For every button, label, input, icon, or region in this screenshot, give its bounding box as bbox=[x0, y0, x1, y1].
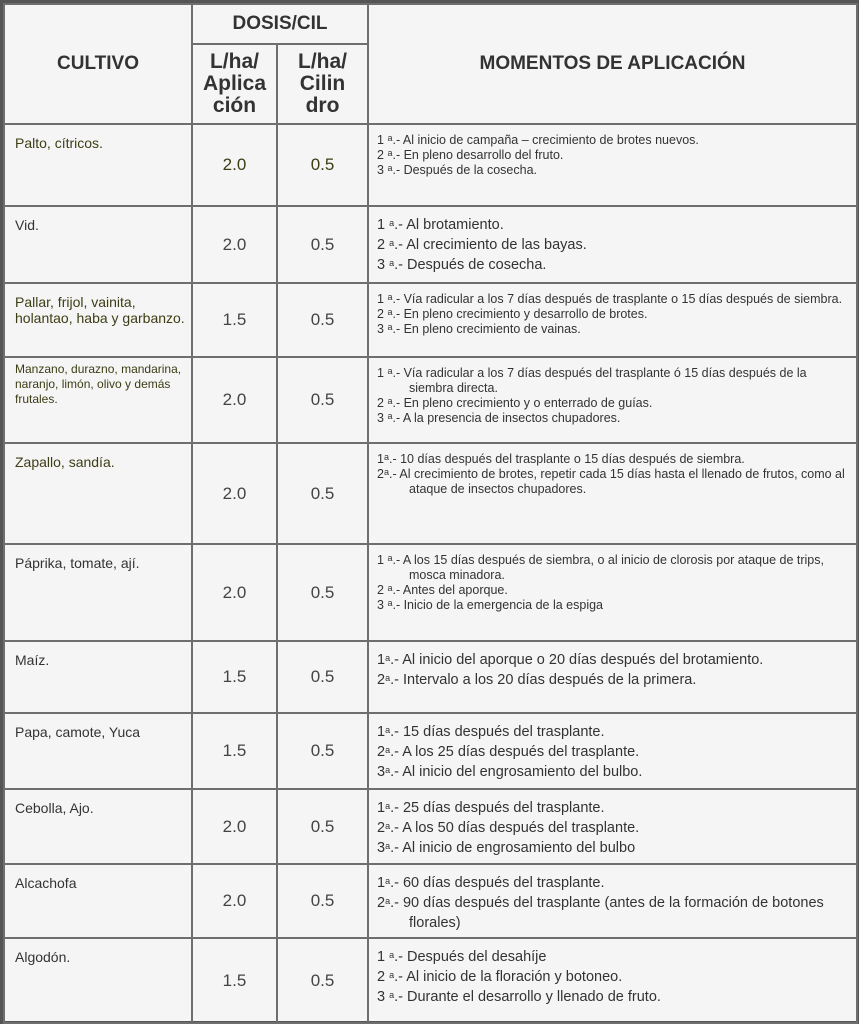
table-row bbox=[4, 357, 857, 443]
moment-item: 3 $^a$.- Durante el desarrollo y llenado de fruto. bbox=[377, 989, 661, 1005]
moment-item: 1 $^a$.- Al inicio de campaña – crecimiento de brotes nuevos. bbox=[377, 133, 699, 147]
moment-item: 1$^a$.- 15 días después del trasplante. bbox=[377, 724, 605, 740]
crop-name: Algodón. bbox=[4, 938, 192, 1023]
application-moments bbox=[368, 713, 857, 789]
moment-item: 2 $^a$.- En pleno desarrollo del fruto. bbox=[377, 148, 564, 162]
moment-item: 3$^a$.- Al inicio de engrosamiento del bulbo bbox=[377, 840, 636, 856]
crop-name: Pallar, frijol, vainita, holantao, haba y garbanzo. bbox=[4, 283, 192, 357]
moment-item: 2$^a$.- A los 25 días después del trasplante. bbox=[377, 744, 640, 760]
moment-item: 2 $^a$.- Al crecimiento de las bayas. bbox=[377, 237, 587, 253]
moment-item: 1 $^a$.- A los 15 días después de siembra, o al inicio de clorosis por ataque de trips, mosca minadora. bbox=[377, 553, 824, 582]
table-row bbox=[4, 713, 857, 789]
dose-l-ha-cilindro: 0.5 bbox=[277, 443, 368, 544]
application-moments bbox=[368, 789, 857, 864]
dose-l-ha-cilindro: 0.5 bbox=[277, 206, 368, 283]
table-row bbox=[4, 544, 857, 641]
moment-item: 2 $^a$.- Al inicio de la floración y botoneo. bbox=[377, 969, 623, 985]
moment-item: 1$^a$.- 25 días después del trasplante. bbox=[377, 800, 605, 816]
dose-l-ha-cilindro: 0.5 bbox=[277, 544, 368, 641]
dose-l-ha-cilindro: 0.5 bbox=[277, 641, 368, 713]
dose-l-ha-aplicacion: 1.5 bbox=[192, 641, 277, 713]
crop-dosage-table bbox=[3, 3, 858, 1024]
application-moments bbox=[368, 938, 857, 1023]
moment-item: 2$^a$.- Al crecimiento de brotes, repetir cada 15 días hasta el llenado de frutos, como al ataque de insectos chupadores. bbox=[377, 467, 845, 496]
dose-l-ha-aplicacion: 2.0 bbox=[192, 357, 277, 443]
table-body bbox=[4, 124, 857, 1023]
moment-item: 1 $^a$.- Después del desahíje bbox=[377, 949, 547, 965]
crop-name: Alcachofa bbox=[4, 864, 192, 938]
dose-l-ha-cilindro: 0.5 bbox=[277, 938, 368, 1023]
header-l-ha-cilindro: L/ha/ Cilin dro bbox=[277, 44, 368, 124]
crop-name: Palto, cítricos. bbox=[4, 124, 192, 206]
crop-name: Zapallo, sandía. bbox=[4, 443, 192, 544]
table-row bbox=[4, 283, 857, 357]
table-row bbox=[4, 206, 857, 283]
dose-l-ha-aplicacion: 2.0 bbox=[192, 544, 277, 641]
dose-l-ha-aplicacion: 2.0 bbox=[192, 864, 277, 938]
moment-item: 2 $^a$.- En pleno crecimiento y desarrollo de brotes. bbox=[377, 307, 648, 321]
table-row bbox=[4, 641, 857, 713]
crop-name: Manzano, durazno, mandarina, naranjo, limón, olivo y demás frutales. bbox=[4, 357, 192, 443]
dose-l-ha-aplicacion: 2.0 bbox=[192, 443, 277, 544]
moment-item: 3 $^a$.- Después de la cosecha. bbox=[377, 163, 537, 177]
crop-name: Cebolla, Ajo. bbox=[4, 789, 192, 864]
application-moments bbox=[368, 124, 857, 206]
moment-item: 2 $^a$.- En pleno crecimiento y o enterrado de guías. bbox=[377, 396, 653, 410]
crop-name: Vid. bbox=[4, 206, 192, 283]
header-dosis: DOSIS/CIL bbox=[192, 4, 368, 44]
dose-l-ha-aplicacion: 1.5 bbox=[192, 938, 277, 1023]
moment-item: 1$^a$.- 60 días después del trasplante. bbox=[377, 875, 605, 891]
crop-name: Páprika, tomate, ají. bbox=[4, 544, 192, 641]
dose-l-ha-aplicacion: 1.5 bbox=[192, 713, 277, 789]
moment-item: 2 $^a$.- Antes del aporque. bbox=[377, 583, 508, 597]
dose-l-ha-cilindro: 0.5 bbox=[277, 124, 368, 206]
dose-l-ha-cilindro: 0.5 bbox=[277, 789, 368, 864]
table-row bbox=[4, 864, 857, 938]
moment-item: 1 $^a$.- Vía radicular a los 7 días después del trasplante ó 15 días después de la siembra directa. bbox=[377, 366, 807, 395]
application-moments bbox=[368, 544, 857, 641]
moment-item: 3 $^a$.- Inicio de la emergencia de la espiga bbox=[377, 598, 604, 612]
application-moments bbox=[368, 357, 857, 443]
dose-l-ha-aplicacion: 2.0 bbox=[192, 206, 277, 283]
table-row bbox=[4, 789, 857, 864]
moment-item: 3 $^a$.- En pleno crecimiento de vainas. bbox=[377, 322, 581, 336]
moment-item: 2$^a$.- Intervalo a los 20 días después de la primera. bbox=[377, 672, 697, 688]
moment-item: 3 $^a$.- A la presencia de insectos chupadores. bbox=[377, 411, 621, 425]
table-row bbox=[4, 443, 857, 544]
header-l-ha-aplicacion: L/ha/ Aplica ción bbox=[192, 44, 277, 124]
application-moments bbox=[368, 864, 857, 938]
table-row bbox=[4, 938, 857, 1023]
application-moments bbox=[368, 283, 857, 357]
moment-item: 3 $^a$.- Después de cosecha. bbox=[377, 257, 547, 273]
moment-item: 1 $^a$.- Vía radicular a los 7 días después de trasplante o 15 días después de siembra. bbox=[377, 292, 843, 306]
dose-l-ha-cilindro: 0.5 bbox=[277, 283, 368, 357]
dose-l-ha-cilindro: 0.5 bbox=[277, 357, 368, 443]
moment-item: 1 $^a$.- Al brotamiento. bbox=[377, 217, 504, 233]
moment-item: 1$^a$.- 10 días después del trasplante o 15 días después de siembra. bbox=[377, 452, 745, 466]
header-momentos: MOMENTOS DE APLICACIÓN bbox=[368, 4, 857, 124]
moment-item: 3$^a$.- Al inicio del engrosamiento del bulbo. bbox=[377, 764, 643, 780]
moment-item: 1$^a$.- Al inicio del aporque o 20 días después del brotamiento. bbox=[377, 652, 764, 668]
application-moments bbox=[368, 641, 857, 713]
application-moments bbox=[368, 443, 857, 544]
crop-name: Maíz. bbox=[4, 641, 192, 713]
moment-item: 2$^a$.- A los 50 días después del trasplante. bbox=[377, 820, 640, 836]
crop-name: Papa, camote, Yuca bbox=[4, 713, 192, 789]
moment-item: 2$^a$.- 90 días después del trasplante (antes de la formación de botones florales) bbox=[377, 895, 824, 931]
table-row bbox=[4, 124, 857, 206]
header-cultivo: CULTIVO bbox=[4, 4, 192, 124]
application-moments bbox=[368, 206, 857, 283]
dose-l-ha-aplicacion: 2.0 bbox=[192, 124, 277, 206]
dose-l-ha-aplicacion: 2.0 bbox=[192, 789, 277, 864]
dose-l-ha-cilindro: 0.5 bbox=[277, 713, 368, 789]
dose-l-ha-cilindro: 0.5 bbox=[277, 864, 368, 938]
dose-l-ha-aplicacion: 1.5 bbox=[192, 283, 277, 357]
